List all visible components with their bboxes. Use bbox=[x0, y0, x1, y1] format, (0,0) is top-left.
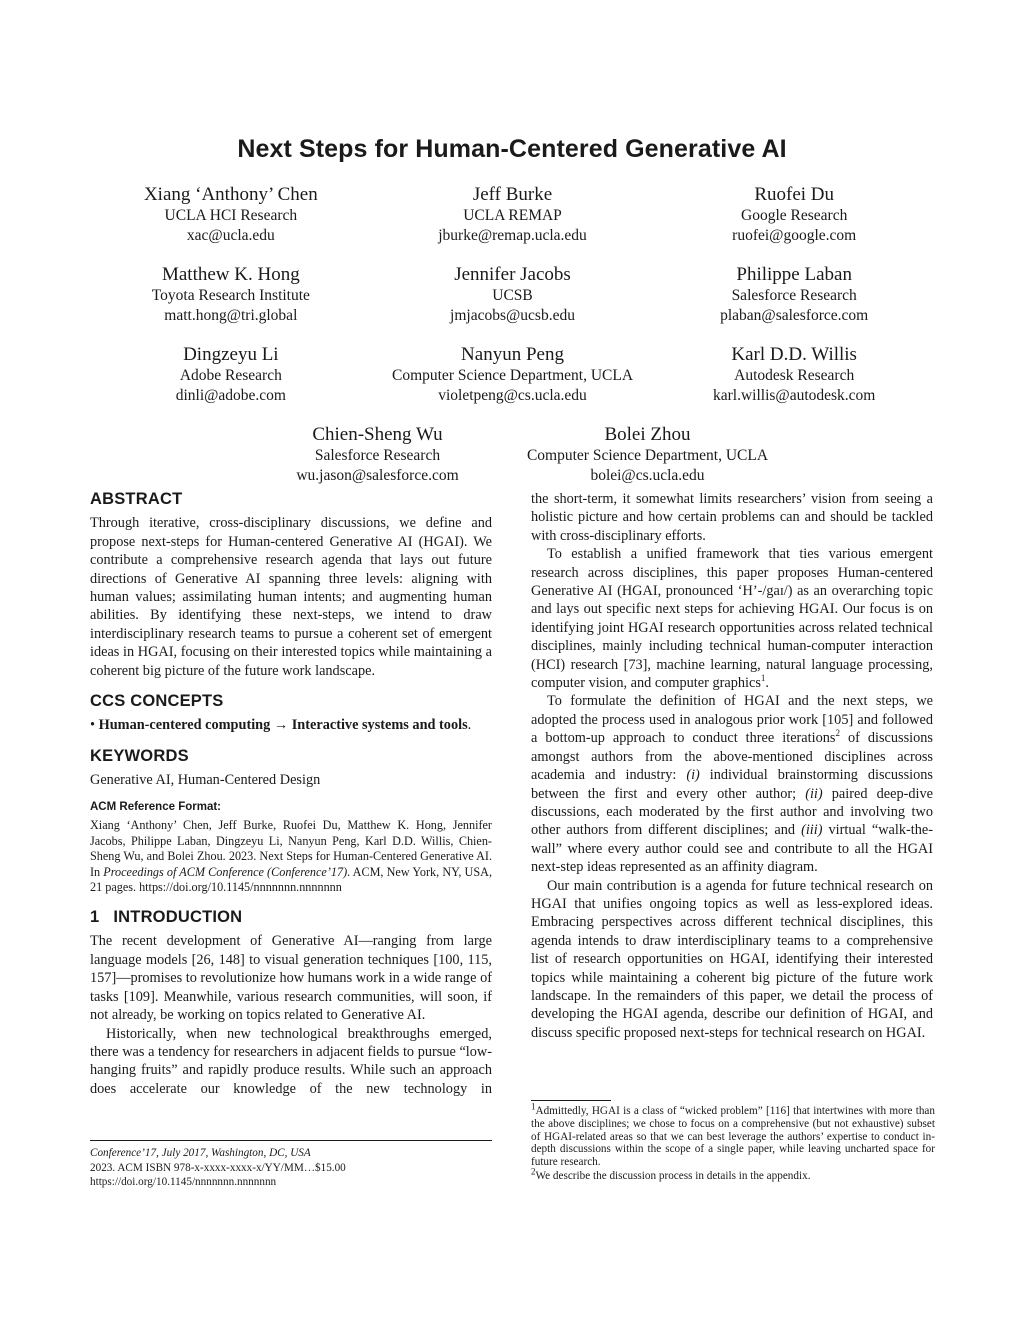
author-name: Ruofei Du bbox=[754, 184, 835, 205]
intro-paragraph-2: Historically, when new technological breakthroughs emerged, there was a tendency for researchers in adjacent fields to pursue “low-hanging fruits” and rapidly produce results. While such an approach does accelerate our knowledge of the new technology in bbox=[90, 1025, 492, 1097]
author-name: Dingzeyu Li bbox=[183, 344, 279, 365]
author-name: Chien-Sheng Wu bbox=[312, 424, 443, 445]
author-entry bbox=[508, 423, 788, 486]
intro-paragraph-5: Our main contribution is a agenda for future technical research on HGAI that unifies ongoing topics as well as less-explored ideas. Embracing perspectives across different technical disciplines, this agenda intends to draw interdisciplinary teams to a comprehensive list of research opportunities on HGAI, identifying their interested topics while maintaining a coherent big picture of the future work landscape. In the remainders of this paper, we detail the process of developing the HGAI agenda, describe our definition of HGAI, and discuss specific proposed next-steps for technical research on HGAI. bbox=[531, 877, 933, 1041]
author-entry bbox=[372, 183, 654, 246]
intro-p4-part-d: paired deep-dive discussions, each moderated by the first author and involving two other authors from different disciplines; and bbox=[531, 785, 933, 839]
footer-isbn: 2023. ACM ISBN 978-x-xxxx-xxxx-x/YY/MM…$15.00 bbox=[90, 1161, 346, 1174]
author-email[interactable]: wu.jason@salesforce.com bbox=[296, 467, 459, 484]
intro-p4-item-iii: (iii) bbox=[801, 822, 823, 839]
author-email[interactable]: jmjacobs@ucsb.edu bbox=[450, 307, 575, 324]
footnote-text: Admittedly, HGAI is a class of “wicked problem” [116] that intertwines with more than the above disciplines; we chose to focus on a comprehensive (but not exhaustive) subset of HGAI-related areas so that we can best leverage the authors’ expertise to conduct in-depth discussions within the scope of a single paper, while leaving uncharted space for future research. bbox=[531, 1105, 935, 1169]
ccs-heading: CCS CONCEPTS bbox=[90, 692, 224, 711]
footnote-text: We describe the discussion process in details in the appendix. bbox=[535, 1169, 811, 1182]
author-affiliation: Google Research bbox=[741, 207, 848, 224]
ccs-bullet: • bbox=[90, 717, 96, 734]
intro-paragraph-1: The recent development of Generative AI—ranging from large language models [26, 148] to visual generation techniques [100, 115, 157]—promises to revolutionize how humans work in a wide range of tasks [109]. Meanwhile, various research communities, will soon, if not already, be working on topics related to Generative AI. bbox=[90, 933, 492, 1024]
author-entry bbox=[372, 263, 654, 326]
author-entry bbox=[90, 343, 372, 406]
footer-conference: Conference’17, July 2017, Washington, DC, USA bbox=[90, 1147, 311, 1159]
right-column bbox=[531, 490, 933, 1042]
intro-p4-item-ii: (ii) bbox=[805, 785, 823, 802]
reference-format-heading: ACM Reference Format: bbox=[90, 800, 221, 813]
author-name: Nanyun Peng bbox=[461, 344, 564, 365]
author-affiliation: Computer Science Department, UCLA bbox=[526, 447, 769, 464]
intro-paragraph-4 bbox=[531, 692, 933, 876]
intro-p4-part-c: individual brainstorming discussions between the first and every other author; bbox=[531, 767, 933, 802]
keywords-heading: KEYWORDS bbox=[90, 746, 189, 765]
abstract-text: Through iterative, cross-disciplinary discussions, we define and propose next-steps for Human-centered Generative AI (HGAI). We contribute a comprehensive research agenda that lays out future directions of Generative AI spanning three levels: aligning with human values; assimilating human intents; and augmenting human abilities. By identifying these next-steps, we intend to draw interdisciplinary research teams to pursue a coherent set of emergent ideas in HGAI, focusing on their interested topics while maintaining a coherent big picture of the future work landscape. bbox=[90, 515, 492, 679]
author-email[interactable]: jburke@remap.ucla.edu bbox=[438, 227, 587, 244]
keywords-section bbox=[90, 747, 492, 896]
author-name: Bolei Zhou bbox=[604, 424, 691, 445]
author-email[interactable]: plaban@salesforce.com bbox=[720, 307, 869, 324]
footnote-divider bbox=[531, 1100, 611, 1101]
author-email[interactable]: violetpeng@cs.ucla.edu bbox=[438, 387, 587, 404]
author-row bbox=[90, 183, 935, 246]
ccs-concepts bbox=[90, 716, 492, 734]
footnote-2 bbox=[531, 1166, 935, 1183]
author-entry bbox=[90, 263, 372, 326]
author-affiliation: Autodesk Research bbox=[734, 367, 855, 384]
intro-paragraph-2-continued: the short-term, it somewhat limits researchers’ vision from seeing a holistic picture and how certain problems can and should be tackled with cross-disciplinary efforts. bbox=[531, 491, 933, 544]
author-email[interactable]: xac@ucla.edu bbox=[186, 227, 275, 244]
author-entry bbox=[372, 343, 654, 406]
introduction-heading bbox=[90, 908, 492, 926]
author-name: Jennifer Jacobs bbox=[454, 264, 571, 285]
section-title: INTRODUCTION bbox=[113, 908, 243, 927]
page-footer bbox=[90, 1140, 492, 1190]
author-entry bbox=[653, 263, 935, 326]
introduction-section bbox=[90, 908, 492, 1098]
intro-p4-part-a: To formulate the definition of HGAI and the next steps, we adopted the process used in analogous prior work [105] and followed a bottom-up approach to conduct three iterations bbox=[531, 693, 933, 747]
footnote-ref-2[interactable]: 2 bbox=[835, 728, 840, 739]
author-affiliation: UCSB bbox=[492, 287, 533, 304]
author-affiliation: UCLA REMAP bbox=[463, 207, 562, 224]
author-affiliation: Computer Science Department, UCLA bbox=[391, 367, 634, 384]
author-entry bbox=[90, 183, 372, 246]
author-email[interactable]: ruofei@google.com bbox=[732, 227, 857, 244]
author-name: Jeff Burke bbox=[472, 184, 553, 205]
author-affiliation: Toyota Research Institute bbox=[151, 287, 310, 304]
author-email[interactable]: dinli@adobe.com bbox=[175, 387, 286, 404]
intro-p4-part-b: of discussions amongst authors from the above-mentioned disciplines across academia and industry: bbox=[531, 730, 933, 784]
intro-p3-end: . bbox=[765, 675, 769, 692]
footer-doi[interactable]: https://doi.org/10.1145/nnnnnnn.nnnnnnn bbox=[90, 1176, 277, 1188]
author-entry bbox=[238, 423, 518, 486]
author-row bbox=[90, 423, 935, 486]
author-entry bbox=[653, 183, 935, 246]
abstract-heading: ABSTRACT bbox=[90, 490, 183, 508]
footnote-ref-1[interactable]: 1 bbox=[760, 673, 766, 684]
author-affiliation: Salesforce Research bbox=[314, 447, 441, 464]
author-affiliation: UCLA HCI Research bbox=[164, 207, 298, 224]
author-email[interactable]: karl.willis@autodesk.com bbox=[713, 387, 876, 404]
author-affiliation: Salesforce Research bbox=[731, 287, 857, 304]
abstract-section bbox=[90, 490, 492, 680]
author-affiliation: Adobe Research bbox=[179, 367, 282, 384]
ccs-section bbox=[90, 692, 492, 735]
author-name: Philippe Laban bbox=[736, 264, 852, 285]
footnote-1 bbox=[531, 1101, 935, 1169]
keywords-text: Generative AI, Human-Centered Design bbox=[90, 772, 321, 789]
paper-title: Next Steps for Human-Centered Generative AI bbox=[237, 135, 787, 163]
author-email[interactable]: bolei@cs.ucla.edu bbox=[590, 467, 705, 484]
footnote-mark: 2 bbox=[531, 1166, 536, 1177]
reference-format-text bbox=[90, 818, 492, 896]
author-name: Karl D.D. Willis bbox=[731, 344, 857, 365]
section-number: 1 bbox=[90, 908, 100, 927]
author-row bbox=[90, 263, 935, 326]
intro-p4-item-i: (i) bbox=[686, 767, 700, 784]
reference-text-after: . ACM, New York, NY, USA, 21 pages. https://doi.org/10.1145/nnnnnnn.nnnnnnn bbox=[90, 864, 492, 895]
author-name: Matthew K. Hong bbox=[161, 264, 300, 285]
reference-text-italic: Proceedings of ACM Conference (Conference’17) bbox=[103, 864, 348, 879]
author-name: Xiang ‘Anthony’ Chen bbox=[143, 184, 318, 205]
footnotes bbox=[531, 1100, 935, 1184]
footnote-mark: 1 bbox=[531, 1101, 536, 1112]
left-column bbox=[90, 490, 492, 1110]
ccs-suffix: . bbox=[467, 717, 472, 734]
intro-p4-part-e: virtual “walk-the-wall” where every author could see and contribute to all the HGAI next-step ideas represented as an affinity diagram. bbox=[531, 822, 933, 876]
intro-paragraph-3 bbox=[531, 545, 933, 692]
ccs-text: Human-centered computing → Interactive systems and tools bbox=[98, 717, 468, 734]
author-entry bbox=[653, 343, 935, 406]
author-email[interactable]: matt.hong@tri.global bbox=[164, 307, 298, 324]
reference-text-before: Xiang ‘Anthony’ Chen, Jeff Burke, Ruofei Du, Matthew K. Hong, Jennifer Jacobs, Philippe Laban, Dingzeyu Li, Nanyun Peng, Karl D.D. Willis, Chien-Sheng Wu, and Bolei Zhou. 2023. Next Steps for Human-Centered Generative AI. In bbox=[90, 818, 492, 879]
author-block bbox=[90, 183, 935, 503]
intro-p3-text: To establish a unified framework that ties various emergent research across disciplines, this paper proposes Human-centered Generative AI (HGAI, pronounced ‘H’-/gaɪ/) as an overarching topic and lays out specific next steps for achieving HGAI. Our focus is on identifying joint HGAI research opportunities across related technical disciplines, mainly including technical human-computer interaction (HCI) research [73], machine learning, natural language processing, computer vision, and computer graphics bbox=[531, 546, 933, 692]
author-row bbox=[90, 343, 935, 406]
